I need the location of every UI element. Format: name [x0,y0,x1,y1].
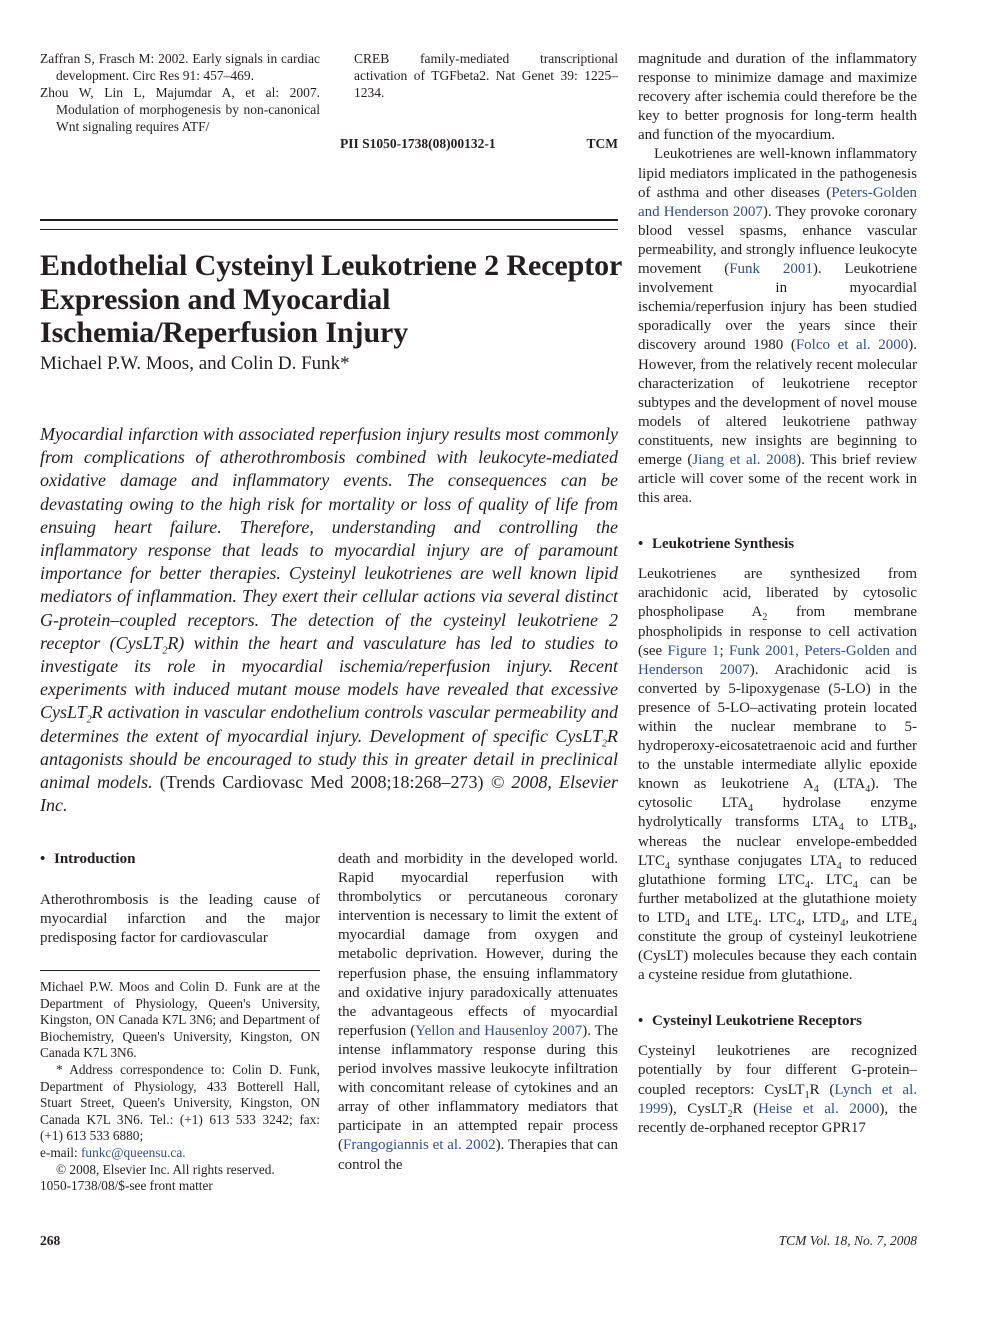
section-heading-leukotriene-synthesis: • Leukotriene Synthesis [638,536,795,553]
article-title: Endothelial Cysteinyl Leukotriene 2 Receptor Expression and Myocardial Ischemia/Reperfusion Injury [40,249,622,349]
figure-link[interactable]: Figure 1 [667,642,720,659]
citation-link[interactable]: Heise et al. 2000 [758,1100,880,1117]
reference-item: CREB family-mediated transcriptional activation of TGFbeta2. Nat Genet 39: 1225–1234. [354,51,618,100]
title-rule-bottom [40,229,618,230]
footnote-correspondence: * Address correspondence to: Colin D. Funk, Department of Physiology, 433 Botterell Hall, Stuart Street, Queen's University, Kingston, ON Canada K7L 3N6. Tel.: (+1) 613 533 3242; fax: (+1) 613 533 6880; [40,1061,320,1144]
paragraph: Leukotrienes are well-known inflammatory lipid mediators implicated in the pathogenesis of asthma and other diseases (Peters-Golden and Henderson 2007). They provoke coronary blood vessel spasms, enhance vascular permeability, and strongly influence leukocyte movement (Funk 2001). Leukotriene involvement in myocardial ischemia/reperfusion injury has been studied sporadically over the years since their discovery around 1980 (Folco et al. 2000). However, from the relatively recent molecular characterization of leukotriene receptor subtypes and the development of novel mouse models of altered leukotriene pathway constituents, new insights are beginning to emerge (Jiang et al. 2008). This brief review article will cover some of the recent work in this area. [638,146,917,507]
abstract-citation: (Trends Cardiovasc Med 2008;18:268–273) [159,772,484,793]
paragraph: magnitude and duration of the inflammatory response to minimize damage and maximize recovery after ischemia could therefore be the key to better prognosis for long-term health and function of the myocardium. [638,51,917,144]
footnote-issn: 1050-1738/08/$-see front matter [40,1178,213,1194]
bullet-icon: • [638,1013,644,1030]
citation-link[interactable]: Yellon and Hausenloy 2007 [415,1022,583,1039]
bullet-icon: • [40,851,46,867]
reference-continuation [338,50,618,101]
footnote [40,979,320,1195]
pii-code: PII S1050-1738(08)00132-1 [340,136,496,151]
page-number: 268 [40,1233,61,1248]
reference-item: Zhou W, Lin L, Majumdar A, et al: 2007. Modulation of morphogenesis by non-canonical Wnt signaling requires ATF/ [40,85,320,134]
citation-link[interactable]: Jiang et al. 2008 [692,451,797,468]
abstract: Myocardial infarction with associated reperfusion injury results most commonly from complications of atherothrombosis combined with leukocyte-mediated oxidative damage and inflammatory events. The consequences can be devastating owing to the high risk for mortality or loss of quality of life from ensuing heart failure. Therefore, understanding and controlling the inflammatory response that leads to myocardial injury are of paramount importance for better therapies. Cysteinyl leukotrienes are well known lipid mediators of inflammation. They exert their cellular actions via several distinct G-protein–coupled receptors. The detection of the cysteinyl leukotriene 2 receptor (CysLT$_2$R) within the heart and vasculature has led to studies to investigate its role in myocardial ischemia/reperfusion injury. Recent experiments with induced mutant mouse models have revealed that excessive CysLT$_2$R activation in vascular endothelium controls vascular permeability and determines the extent of myocardial injury. Development of specific CysLT$_2$R antagonists should be encouraged to study this in greater detail in preclinical animal models. (Trends Cardiovasc Med 2008;18:268–273) © 2008, Elsevier Inc. [40,424,619,816]
citation-link[interactable]: Folco et al. 2000 [795,337,909,354]
intro-paragraph: Atherothrombosis is the leading cause of myocardial infarction and the major predisposing factor for cardiovascular [40,892,320,947]
citation-link[interactable]: Funk 2001, Peters-Golden and Henderson 2007 [638,642,918,678]
footnote-rights: © 2008, Elsevier Inc. All rights reserved. [56,1161,275,1177]
email-link[interactable]: funkc@queensu.ca. [81,1144,186,1160]
section-heading-introduction: • Introduction [40,851,136,867]
journal-footer: TCM Vol. 18, No. 7, 2008 [778,1233,917,1248]
right-column [638,50,917,1138]
footnote-email: e-mail: funkc@queensu.ca. [40,1144,186,1160]
intro-paragraph-continued: death and morbidity in the developed world. Rapid myocardial reperfusion with thrombolytics or percutaneous coronary intervention is necessary to limit the extent of myocardial damage from oxygen and metabolic deprivation. However, during the reperfusion phase, the ensuing inflammatory and oxidative injury paradoxically attenuates the advantageous effects of myocardial reperfusion (Yellon and Hausenloy 2007). The intense inflammatory response during this period involves massive leukocyte infiltration with concomitant release of cytokines and an array of other inflammatory mediators that participate in an attempted repair process (Frangogiannis et al. 2002). Therapies that can control the [338,851,618,1173]
bullet-icon: • [638,536,644,553]
reference-list-left [40,50,320,135]
abstract-copyright: © 2008, Elsevier Inc. [40,772,619,816]
citation-link[interactable]: Frangogiannis et al. 2002 [343,1137,496,1154]
footnote-rule [40,970,320,971]
paragraph: Cysteinyl leukotrienes are recognized potentially by four different G-protein–coupled receptors: CysLT$_1$R (Lynch et al. 1999), CysLT$_2$R (Heise et al. 2000), the recently de-orphaned receptor GPR17 [638,1043,917,1136]
reference-item: Zaffran S, Frasch M: 2002. Early signals in cardiac development. Circ Res 91: 457–469. [40,51,320,83]
paragraph: Leukotrienes are synthesized from arachidonic acid, liberated by cytosolic phospholipase $A_2$ from membrane phospholipids in response to cell activation (see Figure 1; Funk 2001, Peters-Golden and Henderson 2007). Arachidonic acid is converted by 5-lipoxygenase (5-LO) in the presence of 5-LO–activating protein located within the nuclear membrane to 5-hydroperoxy-eicosatetraenoic acid and further to the unstable intermediate allylic epoxide known as leukotriene $A_4$ $(LTA_4)$. The cytosolic $LTA_4$ hydrolase enzyme hydrolytically transforms $LTA_4$ to $LTB_4$, whereas the nuclear envelope-embedded $LTC_4$ synthase conjugates $LTA_4$ to reduced glutathione forming $LTC_4$. $LTC_4$ can be further metabolized at the glutathione moiety to $LTD_4$ and $LTE_4$. $LTC_4$, $LTD_4$, and $LTE_4$ constitute the group of cysteinyl leukotriene (CysLT) molecules because they each contain a cysteine residue from glutathione. [638,566,918,984]
article-authors: Michael P.W. Moos, and Colin D. Funk* [40,353,350,374]
footnote-affiliation: Michael P.W. Moos and Colin D. Funk are at the Department of Physiology, Queen's University, Kingston, ON Canada K7L 3N6; and Department of Biochemistry, Queen's University, Kingston, ON Canada K7L 3N6. [40,979,320,1061]
section-heading-cysteinyl-receptors: • Cysteinyl Leukotriene Receptors [638,1013,862,1030]
citation-link[interactable]: Peters-Golden and Henderson 2007 [638,184,917,220]
title-rule-top [40,219,618,221]
pii-line [340,136,618,152]
citation-link[interactable]: Funk 2001 [729,261,813,278]
citation-link[interactable]: Lynch et al. 1999 [638,1081,917,1117]
pii-journal: TCM [586,136,618,151]
